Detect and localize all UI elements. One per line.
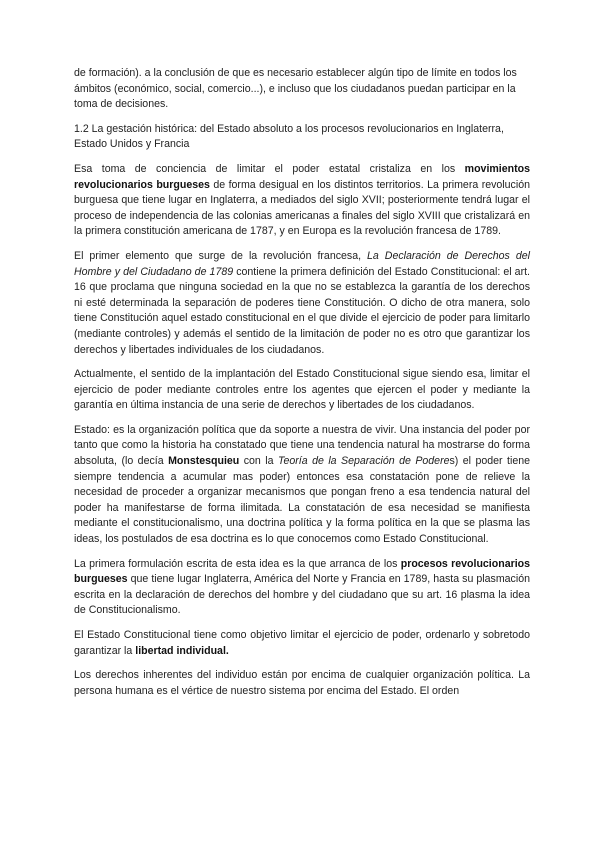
italic-text: Teoría de la Separación de Podere <box>277 455 450 468</box>
text-run: s) el poder tiene siempre tendencia a acumular mas poder) entonces esa constatación pone de relieve la necesidad de proceder a organizar mecanismos que pongan freno a esa tendencia natural del poder ha manifestarse de forma ilimitada. La constatación de esa necesidad se manifiesta mediante el constitucionalismo, una doctrina política y la forma política en la que se plasma las ideas, los postulados de esa doctrina es lo que conocemos como Estado Constitucional. <box>74 455 531 546</box>
bold-text: Monstesquieu <box>168 455 240 468</box>
paragraph <box>74 66 530 113</box>
text-run: Los derechos inherentes del individuo están por encima de cualquier organización política. La persona humana es el vértice de nuestro sistema por encima del Estado. El orden <box>74 669 530 697</box>
text-run: que tiene lugar Inglaterra, América del Norte y Francia en 1789, hasta su plasmación escrita en la declaración de derechos del hombre y del ciudadano que su art. 16 plasma la idea de Constitucionalismo. <box>74 573 530 617</box>
text-run: Estado: es la organización política que da soporte a nuestra de vivir. Una instancia del poder por tanto que como la historia ha constatado que tiene una tendencia natural ha mostrarse do forma absoluta, (lo decía <box>74 423 530 468</box>
paragraph <box>74 628 530 659</box>
italic-text: La Declaración de Derechos del Hombre y del Ciudadano de 1789 <box>74 249 530 278</box>
paragraph <box>74 162 530 240</box>
text-run: Esa toma de conciencia de limitar el poder estatal cristaliza en los <box>74 162 465 175</box>
section-heading <box>74 122 530 153</box>
text-run: de forma desigual en los distintos territorios. La primera revolución burguesa que tiene lugar en Inglaterra, a mediados del siglo XVII; posteriormente tendrá lugar el proceso de independencia de las colonias americanas a finales del siglo XVIII que cristalizará en la primera constitución americana de 1787, y en Europa es la revolución francesa de 1789. <box>74 178 530 238</box>
paragraph <box>74 367 530 414</box>
bold-text: procesos revolucionarios burgueses <box>74 557 531 586</box>
text-run: con la <box>239 455 278 468</box>
paragraph <box>74 249 530 358</box>
text-run: 1.2 La gestación histórica: del Estado absoluto a los procesos revolucionarios en Inglaterra, Estado Unidos y Francia <box>74 122 504 151</box>
paragraph <box>74 423 530 548</box>
text-run: El primer elemento que surge de la revolución francesa, <box>74 249 368 262</box>
paragraph <box>74 668 530 699</box>
text-run: La primera formulación escrita de esta idea es la que arranca de los <box>74 557 401 570</box>
text-run: El Estado Constitucional tiene como objetivo limitar el ejercicio de poder, ordenarlo y sobretodo garantizar la <box>74 629 530 657</box>
text-run: Actualmente, el sentido de la implantación del Estado Constitucional sigue siendo esa, limitar el ejercicio de poder mediante controles entre los agentes que ejercen el poder y mediante la garantía en última instancia de una serie de derechos y libertades de los ciudadanos. <box>74 368 530 412</box>
bold-text: movimientos revolucionarios burgueses <box>74 162 530 191</box>
bold-text: libertad individual. <box>135 644 229 657</box>
text-run: de formación). a la conclusión de que es necesario establecer algún tipo de límite en todos los ámbitos (económico, social, comercio...), e incluso que los ciudadanos puedan participar en la toma de decisiones. <box>74 67 517 111</box>
text-run: contiene la primera definición del Estado Constitucional: el art. 16 que proclama que ninguna sociedad en la que no se establezca la garantía de los derechos ni esté determinada la separación de poderes tiene Constitución. O dicho de otra manera, solo tiene Constitución aquel estado constitucional en el que divide el ejercicio de poder para limitarlo (mediante controles) y además el sentido de la limitación de poder no es otro que garantizar los derechos y libertades individuales de los ciudadanos. <box>74 265 530 356</box>
paragraph <box>74 557 530 619</box>
